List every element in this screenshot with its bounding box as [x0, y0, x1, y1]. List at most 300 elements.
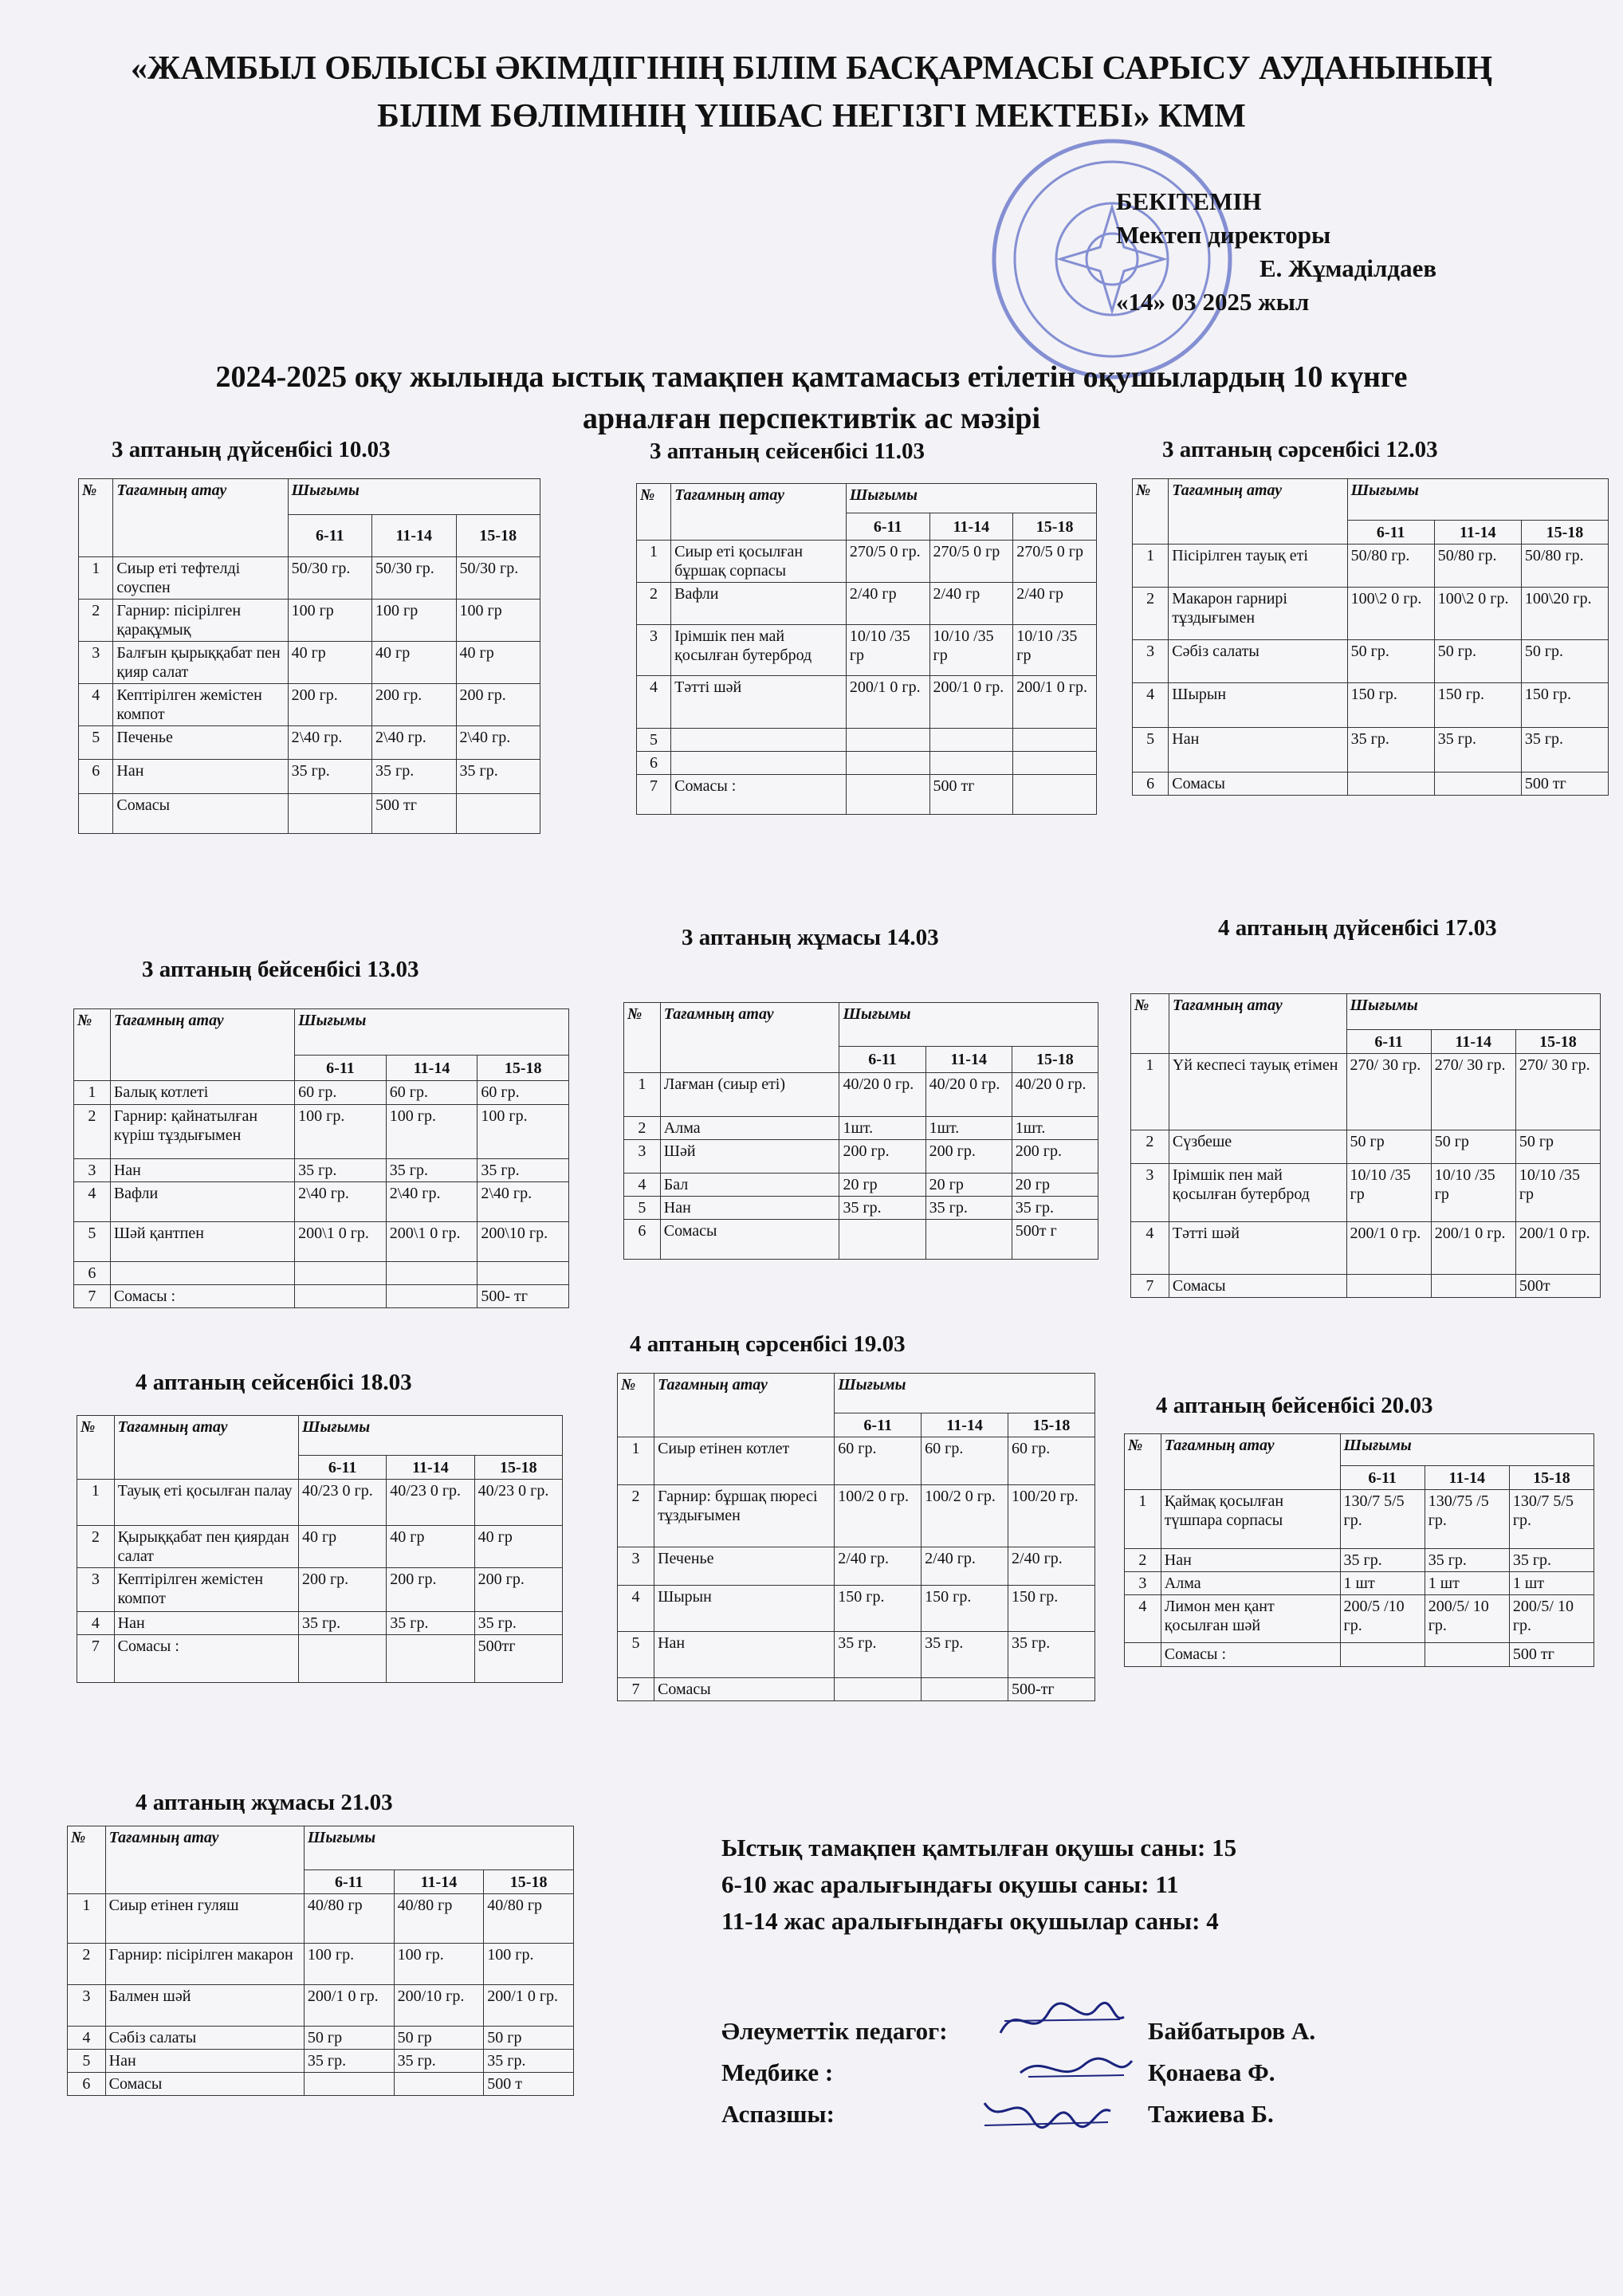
age-group-header: 15-18 [1013, 513, 1097, 541]
menu-row [74, 1182, 569, 1222]
menu-row [68, 2073, 574, 2096]
portion-cell: 35 гр. [1509, 1549, 1594, 1572]
portion-cell: 100 гр. [477, 1105, 569, 1159]
portion-cell: 35 гр. [288, 760, 371, 794]
portion-cell: 35 гр. [477, 1159, 569, 1182]
row-number: 4 [1125, 1595, 1161, 1643]
menu-row [77, 1635, 563, 1683]
row-number: 3 [1125, 1572, 1161, 1595]
portion-cell: 20 гр [1012, 1174, 1098, 1197]
row-number: 2 [1131, 1130, 1169, 1164]
portion-cell [1434, 773, 1521, 796]
row-number: 7 [618, 1678, 654, 1701]
row-number: 1 [79, 557, 113, 600]
header-num: № [74, 1009, 111, 1081]
portion-cell: 40/20 0 гр. [839, 1073, 925, 1117]
dish-name: Сүзбеше [1169, 1130, 1346, 1164]
portion-cell: 35 гр. [922, 1632, 1008, 1678]
portion-cell [386, 1262, 477, 1285]
portion-cell: 35 гр. [835, 1632, 922, 1678]
age-group-header: 15-18 [1012, 1047, 1098, 1073]
portion-cell: 100\2 0 гр. [1347, 588, 1434, 640]
portion-cell: 40 гр [298, 1526, 386, 1568]
dish-name: Шырын [654, 1586, 835, 1632]
row-number: 4 [77, 1612, 115, 1635]
portion-cell: 35 гр. [1434, 728, 1521, 773]
menu-row [79, 794, 540, 834]
menu-row [1125, 1643, 1594, 1667]
portion-cell: 100 гр [456, 600, 540, 642]
menu-row [74, 1262, 569, 1285]
menu-table [67, 1826, 574, 2096]
dish-name: Гарнир: қайнатылған күріш тұздығымен [110, 1105, 294, 1159]
day-title: 3 аптаның бейсенбісі 13.03 [142, 957, 419, 982]
signature-scribble-2 [1012, 2045, 1148, 2093]
portion-cell: 35 гр. [372, 760, 456, 794]
dish-name: Үй кеспесі тауық етімен [1169, 1054, 1346, 1130]
row-number: 2 [77, 1526, 115, 1568]
menu-row [1125, 1595, 1594, 1643]
portion-cell: 35 гр. [1347, 728, 1434, 773]
portion-cell: 40/80 гр [484, 1894, 574, 1944]
row-number: 4 [74, 1182, 111, 1222]
header-name: Тағамның атау [660, 1003, 839, 1073]
dish-name: Бал [660, 1174, 839, 1197]
age-group-header: 11-14 [929, 513, 1013, 541]
portion-cell: 10/10 /35 гр [846, 625, 929, 676]
row-number: 7 [1131, 1275, 1169, 1298]
menu-row [79, 760, 540, 794]
menu-row [624, 1117, 1098, 1140]
portion-cell [295, 1262, 387, 1285]
row-number: 3 [637, 625, 671, 676]
portion-cell [387, 1635, 474, 1683]
portion-cell: 35 гр. [387, 1612, 474, 1635]
menu-row [68, 2027, 574, 2050]
portion-cell: 2/40 гр. [1008, 1547, 1095, 1586]
row-number: 3 [1131, 1164, 1169, 1222]
portion-cell: 150 гр. [922, 1586, 1008, 1632]
age-group-header: 6-11 [1347, 521, 1434, 545]
portion-cell: 100/2 0 гр. [835, 1485, 922, 1547]
plan-title-line1: 2024-2025 оқу жылында ыстық тамақпен қамтамасыз етілетін оқушылардың 10 күнге [215, 360, 1408, 394]
portion-cell: 130/7 5/5 гр. [1509, 1490, 1594, 1549]
header-name: Тағамның атау [105, 1826, 304, 1894]
portion-cell: 2/40 гр. [922, 1547, 1008, 1586]
menu-row [624, 1073, 1098, 1117]
signature-name: Тажиева Б. [1148, 2100, 1274, 2128]
portion-cell: 1шт. [925, 1117, 1012, 1140]
portion-cell: 200/1 0 гр. [304, 1985, 394, 2027]
row-number: 2 [1133, 588, 1169, 640]
dish-name: Сомасы [1169, 1275, 1346, 1298]
portion-cell: 270/ 30 гр. [1431, 1054, 1515, 1130]
dish-name: Сиыр еті тефтелді соуспен [113, 557, 288, 600]
signature-name: Байбатыров А. [1148, 2017, 1316, 2045]
header-output: Шығымы [1346, 994, 1600, 1030]
row-number: 7 [637, 775, 671, 815]
menu-row [68, 2050, 574, 2073]
row-number: 1 [1125, 1490, 1161, 1549]
portion-cell: 50 гр [394, 2027, 484, 2050]
dish-name [110, 1262, 294, 1285]
portion-cell: 50/30 гр. [456, 557, 540, 600]
dish-name [671, 752, 847, 775]
portion-cell [1013, 752, 1097, 775]
portion-cell: 35 гр. [456, 760, 540, 794]
day-title: 4 аптаның сәрсенбісі 19.03 [630, 1331, 906, 1357]
portion-cell: 100 гр. [295, 1105, 387, 1159]
portion-cell: 50 гр [484, 2027, 574, 2050]
portion-cell [846, 775, 929, 815]
portion-cell: 10/10 /35 гр [1515, 1164, 1600, 1222]
signature-name: Қонаева Ф. [1148, 2058, 1275, 2086]
menu-row [77, 1612, 563, 1635]
row-number: 1 [637, 541, 671, 583]
age-group-header: 6-11 [835, 1413, 922, 1437]
header-num: № [1133, 479, 1169, 545]
portion-cell: 35 гр. [839, 1197, 925, 1220]
portion-cell: 40/20 0 гр. [1012, 1073, 1098, 1117]
portion-cell: 200/10 гр. [394, 1985, 484, 2027]
row-number: 2 [618, 1485, 654, 1547]
dish-name: Сомасы [105, 2073, 304, 2096]
dish-name: Сомасы [1169, 773, 1347, 796]
menu-row [77, 1480, 563, 1526]
header-name: Тағамның атау [114, 1416, 298, 1480]
dish-name: Сомасы [654, 1678, 835, 1701]
header-num: № [624, 1003, 661, 1073]
portion-cell [922, 1678, 1008, 1701]
portion-cell: 50/80 гр. [1521, 545, 1608, 588]
header-output: Шығымы [288, 479, 540, 515]
header-num: № [68, 1826, 106, 1894]
dish-name: Нан [114, 1612, 298, 1635]
menu-row [74, 1285, 569, 1308]
row-number: 7 [74, 1285, 111, 1308]
age-group-header: 15-18 [477, 1056, 569, 1081]
age-group-header: 11-14 [1425, 1466, 1509, 1490]
menu-table [636, 483, 1097, 815]
portion-cell: 40/23 0 гр. [474, 1480, 562, 1526]
menu-row [1133, 683, 1609, 728]
dish-name: Нан [1161, 1549, 1340, 1572]
portion-cell: 35 гр. [298, 1612, 386, 1635]
age-group-header: 15-18 [474, 1456, 562, 1480]
portion-cell: 200/1 0 гр. [1013, 676, 1097, 729]
portion-cell [288, 794, 371, 834]
row-number: 5 [624, 1197, 661, 1220]
portion-cell: 200/5/ 10 гр. [1425, 1595, 1509, 1643]
row-number: 5 [637, 729, 671, 752]
portion-cell [1340, 1643, 1425, 1667]
day-title: 3 аптаның дүйсенбісі 10.03 [112, 437, 391, 462]
age-group-header: 15-18 [1509, 1466, 1594, 1490]
dish-name: Сомасы : [110, 1285, 294, 1308]
menu-row [79, 684, 540, 726]
portion-cell: 100 гр. [304, 1944, 394, 1985]
portion-cell: 200\10 гр. [477, 1222, 569, 1262]
row-number [1125, 1643, 1161, 1667]
portion-cell: 2/40 гр [1013, 583, 1097, 625]
menu-row [1133, 588, 1609, 640]
row-number: 2 [68, 1944, 106, 1985]
header-name: Тағамның атау [1169, 994, 1346, 1054]
dish-name: Кептірілген жемістен компот [114, 1568, 298, 1612]
dish-name: Шәй [660, 1140, 839, 1174]
header-output: Шығымы [298, 1416, 562, 1456]
age-group-header: 15-18 [1008, 1413, 1095, 1437]
menu-row [1133, 545, 1609, 588]
portion-cell: 20 гр [839, 1174, 925, 1197]
portion-cell: 500 тг [929, 775, 1013, 815]
menu-row [79, 557, 540, 600]
dish-name: Ірімшік пен май қосылған бутерброд [1169, 1164, 1346, 1222]
header-num: № [77, 1416, 115, 1480]
portion-cell: 50/30 гр. [288, 557, 371, 600]
header-name: Тағамның атау [654, 1374, 835, 1437]
portion-cell [835, 1678, 922, 1701]
portion-cell: 35 гр. [1425, 1549, 1509, 1572]
row-number: 5 [618, 1632, 654, 1678]
portion-cell: 10/10 /35 гр [1346, 1164, 1431, 1222]
row-number: 3 [79, 642, 113, 684]
menu-row [618, 1586, 1095, 1632]
portion-cell [1431, 1275, 1515, 1298]
portion-cell: 500 тг [1521, 773, 1608, 796]
day-title: 4 аптаның сейсенбісі 18.03 [136, 1370, 412, 1395]
menu-table [623, 1002, 1098, 1260]
dish-name: Лағман (сиыр еті) [660, 1073, 839, 1117]
portion-cell: 1 шт [1425, 1572, 1509, 1595]
header-name: Тағамның атау [1169, 479, 1347, 545]
menu-row [79, 726, 540, 760]
portion-cell: 35 гр. [484, 2050, 574, 2073]
row-number: 1 [1131, 1054, 1169, 1130]
portion-cell: 40/23 0 гр. [298, 1480, 386, 1526]
portion-cell: 200 гр. [288, 684, 371, 726]
portion-cell: 270/ 30 гр. [1346, 1054, 1431, 1130]
menu-row [74, 1081, 569, 1105]
menu-row [1125, 1572, 1594, 1595]
age-group-header: 15-18 [1521, 521, 1608, 545]
age-group-header: 11-14 [394, 1870, 484, 1894]
row-number: 6 [74, 1262, 111, 1285]
age-group-header: 6-11 [298, 1456, 386, 1480]
menu-row [68, 1985, 574, 2027]
row-number: 5 [74, 1222, 111, 1262]
portion-cell: 270/5 0 гр. [846, 541, 929, 583]
stats-total: Ыстық тамақпен қамтылған оқушы саны: 15 [721, 1834, 1237, 1862]
age-group-header: 15-18 [456, 515, 540, 557]
row-number: 1 [74, 1081, 111, 1105]
portion-cell: 2/40 гр. [835, 1547, 922, 1586]
approval-block [1116, 185, 1436, 319]
portion-cell: 50 гр. [1434, 640, 1521, 683]
header-num: № [1131, 994, 1169, 1054]
dish-name: Лимон мен қант қосылған шәй [1161, 1595, 1340, 1643]
portion-cell: 100\20 гр. [1521, 588, 1608, 640]
portion-cell: 10/10 /35 гр [1013, 625, 1097, 676]
menu-row [1125, 1490, 1594, 1549]
age-group-header: 6-11 [846, 513, 929, 541]
header-output: Шығымы [1340, 1434, 1594, 1466]
dish-name: Ірімшік пен май қосылған бутерброд [671, 625, 847, 676]
portion-cell: 200\1 0 гр. [386, 1222, 477, 1262]
age-group-header: 15-18 [484, 1870, 574, 1894]
age-group-header: 6-11 [304, 1870, 394, 1894]
menu-row [74, 1159, 569, 1182]
day-title: 3 аптаның сәрсенбісі 12.03 [1162, 437, 1438, 462]
row-number: 4 [618, 1586, 654, 1632]
portion-cell: 200 гр. [925, 1140, 1012, 1174]
menu-row [618, 1632, 1095, 1678]
header-name: Тағамның атау [113, 479, 288, 557]
portion-cell: 40 гр [372, 642, 456, 684]
menu-row [1131, 1275, 1601, 1298]
menu-row [637, 676, 1097, 729]
row-number: 1 [1133, 545, 1169, 588]
menu-row [624, 1174, 1098, 1197]
portion-cell [846, 729, 929, 752]
dish-name: Қаймақ қосылған түшпара сорпасы [1161, 1490, 1340, 1549]
menu-row [637, 775, 1097, 815]
menu-row [637, 583, 1097, 625]
dish-name: Вафли [671, 583, 847, 625]
menu-row [74, 1105, 569, 1159]
portion-cell: 200 гр. [387, 1568, 474, 1612]
menu-row [1133, 728, 1609, 773]
portion-cell: 50 гр [1431, 1130, 1515, 1164]
header-name: Тағамның атау [671, 484, 847, 541]
portion-cell: 50/80 гр. [1434, 545, 1521, 588]
portion-cell: 60 гр. [835, 1437, 922, 1485]
row-number: 6 [79, 760, 113, 794]
menu-row [624, 1220, 1098, 1260]
portion-cell: 270/5 0 гр [929, 541, 1013, 583]
dish-name: Гарнир: пісірілген макарон [105, 1944, 304, 1985]
row-number: 4 [1131, 1222, 1169, 1275]
signature-scribble-3 [977, 2087, 1112, 2135]
header-output: Шығымы [839, 1003, 1098, 1047]
portion-cell: 50 гр [1515, 1130, 1600, 1164]
portion-cell [394, 2073, 484, 2096]
row-number: 6 [68, 2073, 106, 2096]
dish-name: Шәй қантпен [110, 1222, 294, 1262]
portion-cell [925, 1220, 1012, 1260]
portion-cell: 200 гр. [474, 1568, 562, 1612]
portion-cell: 100 гр. [386, 1105, 477, 1159]
day-title: 4 аптаның жұмасы 21.03 [136, 1790, 393, 1815]
menu-row [1131, 1222, 1601, 1275]
portion-cell: 100/20 гр. [1008, 1485, 1095, 1547]
dish-name: Нан [654, 1632, 835, 1678]
portion-cell: 200/1 0 гр. [1515, 1222, 1600, 1275]
menu-row [1131, 1164, 1601, 1222]
portion-cell: 10/10 /35 гр [1431, 1164, 1515, 1222]
dish-name: Сәбіз салаты [105, 2027, 304, 2050]
portion-cell [295, 1285, 387, 1308]
dish-name: Макарон гарнирі тұздығымен [1169, 588, 1347, 640]
portion-cell: 40/23 0 гр. [387, 1480, 474, 1526]
menu-row [637, 752, 1097, 775]
dish-name: Тәтті шәй [671, 676, 847, 729]
portion-cell: 150 гр. [1521, 683, 1608, 728]
portion-cell [839, 1220, 925, 1260]
dish-name: Кептірілген жемістен компот [113, 684, 288, 726]
portion-cell: 35 гр. [386, 1159, 477, 1182]
menu-table [1132, 478, 1609, 796]
portion-cell: 35 гр. [1008, 1632, 1095, 1678]
header-output: Шығымы [295, 1009, 569, 1056]
row-number: 3 [624, 1140, 661, 1174]
dish-name: Балғын қырыққабат пен қияр салат [113, 642, 288, 684]
portion-cell: 10/10 /35 гр [929, 625, 1013, 676]
age-group-header: 11-14 [386, 1056, 477, 1081]
portion-cell [1347, 773, 1434, 796]
menu-row [1133, 640, 1609, 683]
dish-name: Алма [1161, 1572, 1340, 1595]
portion-cell: 100 гр [372, 600, 456, 642]
menu-row [618, 1547, 1095, 1586]
portion-cell: 2\40 гр. [372, 726, 456, 760]
portion-cell: 35 гр. [1521, 728, 1608, 773]
age-group-header: 11-14 [922, 1413, 1008, 1437]
portion-cell: 200 гр. [298, 1568, 386, 1612]
portion-cell [304, 2073, 394, 2096]
portion-cell: 40 гр [474, 1526, 562, 1568]
portion-cell: 100/2 0 гр. [922, 1485, 1008, 1547]
row-number: 3 [68, 1985, 106, 2027]
header-name: Тағамның атау [1161, 1434, 1340, 1490]
menu-row [637, 625, 1097, 676]
menu-row [1131, 1130, 1601, 1164]
portion-cell: 1шт. [1012, 1117, 1098, 1140]
portion-cell: 200 гр. [839, 1140, 925, 1174]
portion-cell: 2/40 гр [929, 583, 1013, 625]
portion-cell: 150 гр. [1008, 1586, 1095, 1632]
dish-name: Сомасы [113, 794, 288, 834]
row-number: 2 [74, 1105, 111, 1159]
portion-cell: 35 гр. [1012, 1197, 1098, 1220]
portion-cell: 2\40 гр. [295, 1182, 387, 1222]
portion-cell: 200/1 0 гр. [484, 1985, 574, 2027]
row-number: 6 [1133, 773, 1169, 796]
menu-table [617, 1373, 1095, 1701]
portion-cell: 60 гр. [477, 1081, 569, 1105]
row-number: 7 [77, 1635, 115, 1683]
portion-cell: 40 гр [456, 642, 540, 684]
portion-cell: 100 гр [288, 600, 371, 642]
dish-name: Сиыр етінен котлет [654, 1437, 835, 1485]
dish-name: Пісірілген тауық еті [1169, 545, 1347, 588]
portion-cell: 20 гр [925, 1174, 1012, 1197]
portion-cell: 60 гр. [386, 1081, 477, 1105]
portion-cell: 50 гр. [1521, 640, 1608, 683]
header-num: № [618, 1374, 654, 1437]
portion-cell: 2\40 гр. [288, 726, 371, 760]
portion-cell: 500 тг [1509, 1643, 1594, 1667]
day-title: 4 аптаның бейсенбісі 20.03 [1156, 1393, 1433, 1418]
dish-name: Тауық еті қосылған палау [114, 1480, 298, 1526]
dish-name [671, 729, 847, 752]
age-group-header: 6-11 [1346, 1030, 1431, 1054]
approval-date: «14» 03 2025 жыл [1116, 288, 1310, 316]
approval-name: Е. Жұмаділдаев [1259, 254, 1437, 282]
portion-cell: 40 гр [387, 1526, 474, 1568]
portion-cell [1346, 1275, 1431, 1298]
dish-name: Сиыр етінен гуляш [105, 1894, 304, 1944]
